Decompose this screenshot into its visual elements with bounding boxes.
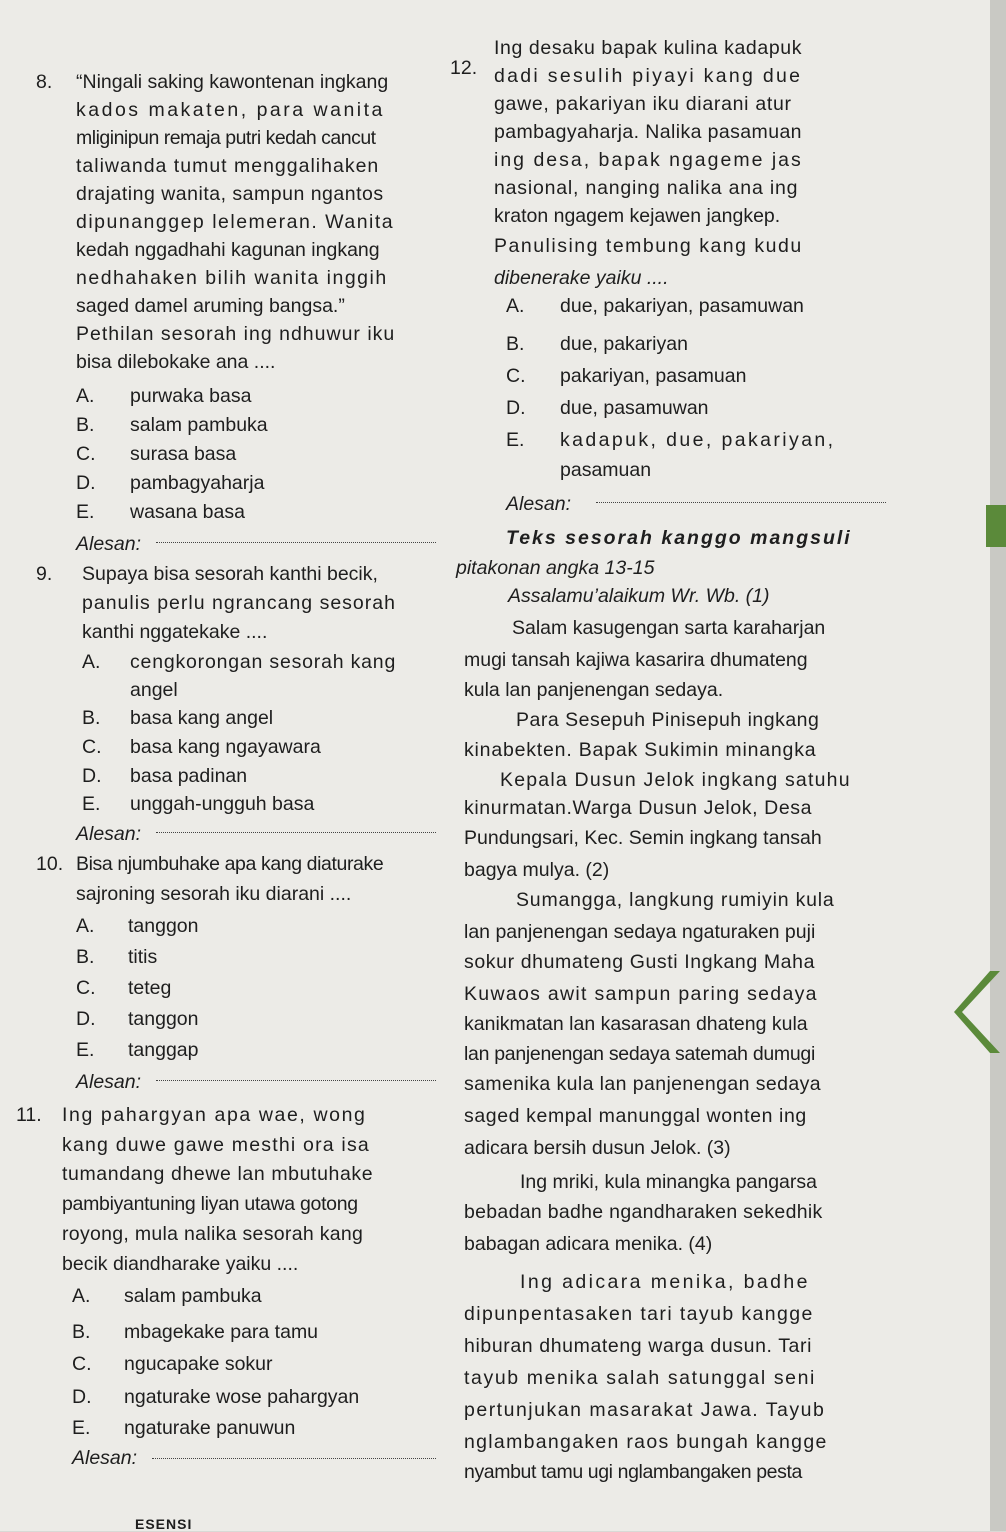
q10-answer-label: Alesan: [76, 1071, 142, 1093]
q9-option: basa kang angel [130, 707, 274, 729]
q8-answer-label: Alesan: [76, 533, 142, 555]
q8-line: bisa dilebokake ana .... [76, 351, 276, 373]
q8-option: wasana basa [130, 501, 245, 523]
q11-option: salam pambuka [124, 1285, 262, 1307]
q11-line: becik diandharake yaiku .... [62, 1253, 299, 1275]
q8-option-letter: C. [76, 443, 96, 465]
q12-option: due, pakariyan [560, 333, 688, 355]
q10-option: tanggap [128, 1039, 199, 1061]
q8-option-letter: B. [76, 414, 95, 436]
passage-line: Assalamu’alaikum Wr. Wb. (1) [508, 585, 770, 607]
q12-option-letter: A. [506, 295, 525, 317]
q12-line: nasional, nanging nalika ana ing [494, 177, 799, 199]
q10-option-letter: A. [76, 915, 95, 937]
q11-answer-label: Alesan: [72, 1447, 138, 1469]
q10-option-letter: D. [76, 1008, 96, 1030]
passage-line: tayub menika salah satunggal seni [464, 1367, 816, 1389]
q8-line: drajating wanita, sampun ngantos [76, 183, 384, 205]
side-tab-top [986, 505, 1006, 547]
q8-line: Pethilan sesorah ing ndhuwur iku [76, 323, 396, 345]
q12-option-letter: D. [506, 397, 526, 419]
q11-line: royong, mula nalika sesorah kang [62, 1223, 364, 1245]
chevron-left-icon [952, 967, 1002, 1057]
q9-option-letter: A. [82, 651, 101, 673]
q8-option: purwaka basa [130, 385, 252, 407]
q11-line: tumandang dhewe lan mbutuhake [62, 1163, 374, 1185]
q12-option: due, pasamuwan [560, 397, 709, 419]
q10-option: tanggon [128, 915, 199, 937]
q11-option: mbagekake para tamu [124, 1321, 319, 1343]
q11-line: Ing pahargyan apa wae, wong [62, 1104, 367, 1126]
q12-option: due, pakariyan, pasamuwan [560, 295, 804, 317]
q9-option: basa padinan [130, 765, 248, 787]
q9-option-letter: E. [82, 793, 101, 815]
q9-number: 9. [36, 563, 53, 585]
q8-option-letter: D. [76, 472, 96, 494]
q8-line: kedah nggadhahi kagunan ingkang [76, 239, 380, 261]
q12-line: dadi sesulih piyayi kang due [494, 65, 803, 87]
passage-line: Ing adicara menika, badhe [520, 1271, 810, 1293]
footer-brand: ESENSI [135, 1516, 193, 1532]
passage-line: Kuwaos awit sampun paring sedaya [464, 983, 818, 1005]
q9-option: basa kang ngayawara [130, 736, 321, 758]
q10-answer-line[interactable] [156, 1066, 436, 1081]
q12-line: dibenerake yaiku .... [494, 267, 669, 289]
q11-number: 11. [16, 1104, 42, 1126]
q10-option: titis [128, 946, 158, 968]
q11-option-letter: B. [72, 1321, 91, 1343]
q9-option-letter: C. [82, 736, 102, 758]
passage-line: Ing mriki, kula minangka pangarsa [520, 1171, 817, 1193]
q12-line: kraton ngagem kejawen jangkep. [494, 205, 781, 227]
q8-line: mliginipun remaja putri kedah cancut [76, 127, 376, 149]
q9-answer-label: Alesan: [76, 823, 142, 845]
q10-option: teteg [128, 977, 172, 999]
q11-option: ngaturake panuwun [124, 1417, 296, 1439]
passage-line: kinurmatan.Warga Dusun Jelok, Desa [464, 797, 813, 819]
passage-line: bagya mulya. (2) [464, 859, 610, 881]
passage-heading: Teks sesorah kanggo mangsuli [506, 527, 852, 549]
q12-line: pambagyaharja. Nalika pasamuan [494, 121, 802, 143]
q12-answer-label: Alesan: [506, 493, 572, 515]
q8-line: taliwanda tumut menggalihaken [76, 155, 380, 177]
q10-option-letter: E. [76, 1039, 95, 1061]
passage-line: dipunpentasaken tari tayub kangge [464, 1303, 814, 1325]
page-edge [990, 0, 1006, 1531]
passage-line: bebadan badhe ngandharaken sekedhik [464, 1201, 823, 1223]
q10-line: sajroning sesorah iku diarani .... [76, 883, 352, 905]
passage-line: samenika kula lan panjenengan sedaya [464, 1073, 821, 1095]
passage-line: lan panjenengan sedaya ngaturaken puji [464, 921, 816, 943]
passage-line: Pundungsari, Kec. Semin ingkang tansah [464, 827, 822, 849]
passage-line: saged kempal manunggal wonten ing [464, 1105, 807, 1127]
q9-line: kanthi nggatekake .... [82, 621, 268, 643]
passage-line: adicara bersih dusun Jelok. (3) [464, 1137, 731, 1159]
passage-line: Salam kasugengan sarta karaharjan [512, 617, 826, 639]
passage-line: Kepala Dusun Jelok ingkang satuhu [500, 769, 851, 791]
passage-line: lan panjenengan sedaya satemah dumugi [464, 1043, 816, 1065]
q11-option: ngucapake sokur [124, 1353, 273, 1375]
q9-answer-line[interactable] [156, 818, 436, 833]
q8-number: 8. [36, 71, 53, 93]
q11-option-letter: C. [72, 1353, 92, 1375]
q12-line: Panulising tembung kang kudu [494, 235, 803, 257]
q10-line: Bisa njumbuhake apa kang diaturake [76, 853, 384, 875]
q12-line: gawe, pakariyan iku diarani atur [494, 93, 792, 115]
q8-option: surasa basa [130, 443, 237, 465]
passage-line: mugi tansah kajiwa kasarira dhumateng [464, 649, 808, 671]
q8-line: nedhahaken bilih wanita inggih [76, 267, 388, 289]
q12-option: pakariyan, pasamuan [560, 365, 747, 387]
q8-option-letter: A. [76, 385, 95, 407]
passage-heading-cont: pitakonan angka 13-15 [456, 557, 655, 579]
q10-option-letter: B. [76, 946, 95, 968]
passage-line: sokur dhumateng Gusti Ingkang Maha [464, 951, 816, 973]
q12-line: Ing desaku bapak kulina kadapuk [494, 37, 803, 59]
passage-line: pertunjukan masarakat Jawa. Tayub [464, 1399, 826, 1421]
passage-line: kula lan panjenengan sedaya. [464, 679, 724, 701]
q12-option-letter: C. [506, 365, 526, 387]
q11-option-letter: A. [72, 1285, 91, 1307]
q8-line: dipunanggep lelemeran. Wanita [76, 211, 395, 233]
q8-line: “Ningali saking kawontenan ingkang [76, 71, 389, 93]
q8-line: saged damel aruming bangsa.” [76, 295, 345, 317]
q12-answer-line[interactable] [596, 488, 886, 503]
q12-option-cont: pasamuan [560, 459, 652, 481]
passage-line: kanikmatan lan kasarasan dhateng kula [464, 1013, 808, 1035]
q11-option-letter: E. [72, 1417, 91, 1439]
q11-option: ngaturake wose pahargyan [124, 1386, 360, 1408]
q12-option-letter: B. [506, 333, 525, 355]
q12-option-letter: E. [506, 429, 525, 451]
q9-option-letter: B. [82, 707, 101, 729]
q12-number: 12. [450, 57, 478, 79]
q11-answer-line[interactable] [152, 1444, 436, 1459]
q12-option: kadapuk, due, pakariyan, [560, 429, 836, 451]
q9-line: panulis perlu ngrancang sesorah [82, 592, 396, 614]
q12-line: ing desa, bapak ngageme jas [494, 149, 803, 171]
q9-line: Supaya bisa sesorah kanthi becik, [82, 563, 378, 585]
q8-option: salam pambuka [130, 414, 268, 436]
q9-option-letter: D. [82, 765, 102, 787]
q8-option-letter: E. [76, 501, 95, 523]
passage-line: nyambut tamu ugi nglambangaken pesta [464, 1461, 802, 1483]
q9-option: cengkorongan sesorah kang [130, 651, 397, 673]
q11-line: kang duwe gawe mesthi ora isa [62, 1134, 370, 1156]
q11-option-letter: D. [72, 1386, 92, 1408]
passage-line: babagan adicara menika. (4) [464, 1233, 713, 1255]
q9-option-cont: angel [130, 679, 178, 701]
passage-line: hiburan dhumateng warga dusun. Tari [464, 1335, 813, 1357]
passage-line: nglambangaken raos bungah kangge [464, 1431, 828, 1453]
q8-option: pambagyaharja [130, 472, 265, 494]
q10-number: 10. [36, 853, 64, 875]
q9-option: unggah-ungguh basa [130, 793, 315, 815]
passage-line: Para Sesepuh Pinisepuh ingkang [516, 709, 820, 731]
passage-line: Sumangga, langkung rumiyin kula [516, 889, 835, 911]
passage-line: kinabekten. Bapak Sukimin minangka [464, 739, 817, 761]
q10-option-letter: C. [76, 977, 96, 999]
q11-line: pambiyantuning liyan utawa gotong [62, 1193, 358, 1215]
q10-option: tanggon [128, 1008, 199, 1030]
q8-line: kados makaten, para wanita [76, 99, 385, 121]
q8-answer-line[interactable] [156, 528, 436, 543]
